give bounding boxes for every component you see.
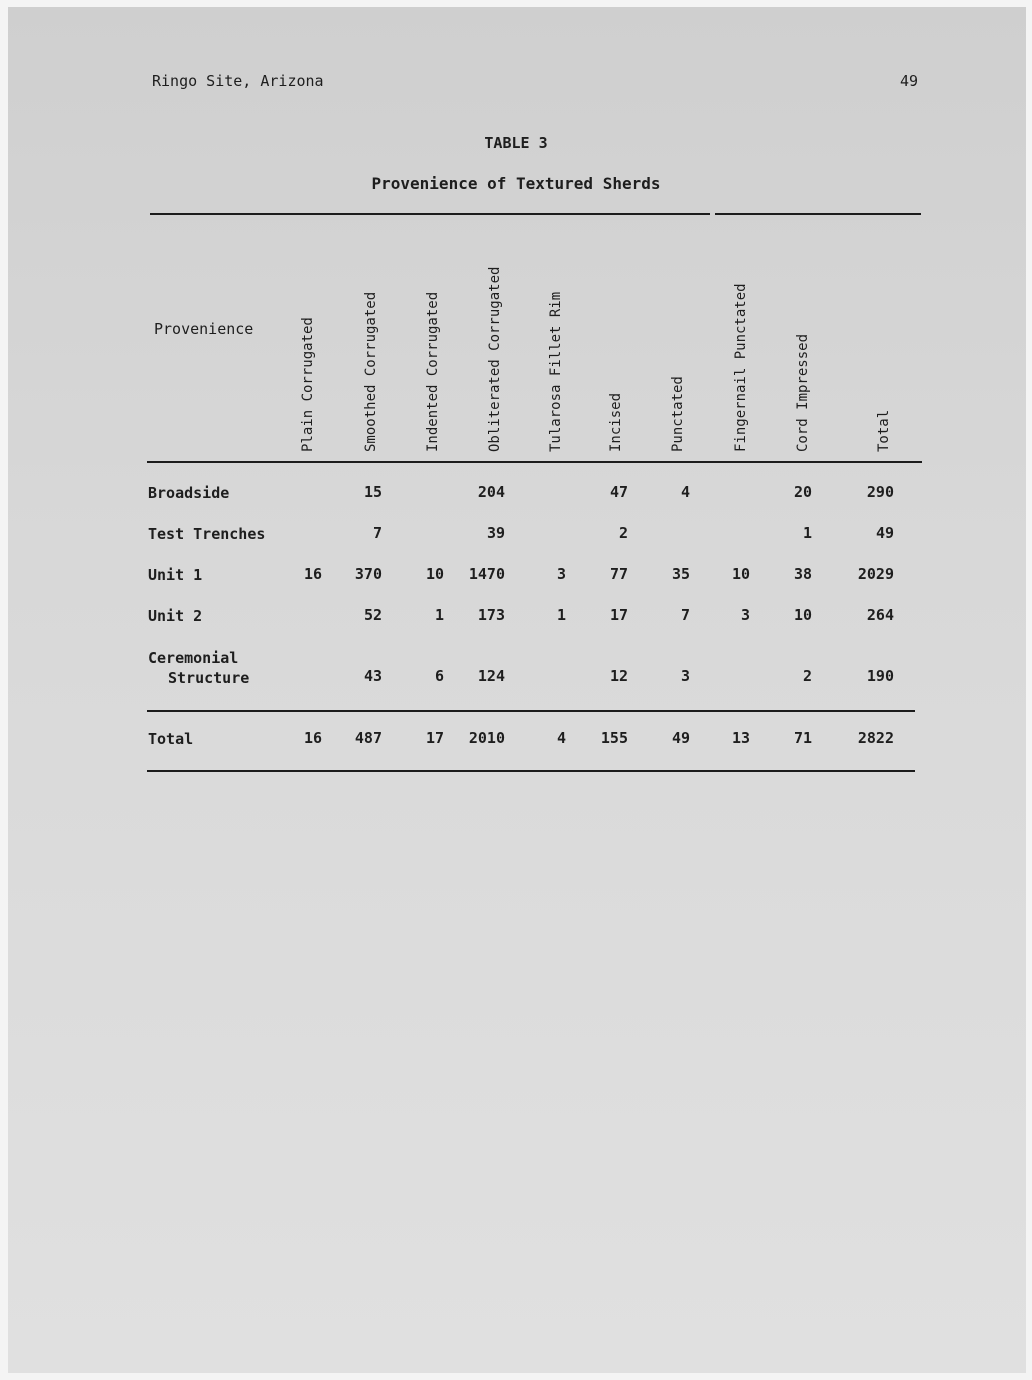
table-cell: 264 xyxy=(866,606,894,624)
table-cell: 13 xyxy=(731,729,750,747)
row-label xyxy=(148,565,202,585)
row-label-line: Test Trenches xyxy=(148,525,266,543)
running-head: Ringo Site, Arizona xyxy=(152,72,324,90)
row-label xyxy=(148,524,265,544)
table-cell: 38 xyxy=(793,565,812,583)
table-cell: 2010 xyxy=(468,729,505,747)
row-label xyxy=(148,729,193,749)
table-cell: 47 xyxy=(609,483,628,501)
row-label-line: Unit 2 xyxy=(148,607,203,625)
page-scan xyxy=(8,7,1026,1373)
row-label-line: Unit 1 xyxy=(148,566,203,584)
table-cell: 52 xyxy=(363,606,382,624)
table-cell: 3 xyxy=(680,667,690,685)
table-title: Provenience of Textured Sherds xyxy=(371,174,661,193)
table-bottom-rule xyxy=(147,770,915,772)
table-cell: 1470 xyxy=(468,565,505,583)
table-cell: 49 xyxy=(671,729,690,747)
table-cell: 290 xyxy=(866,483,894,501)
table-cell: 16 xyxy=(303,729,322,747)
column-header: Punctated xyxy=(670,376,686,452)
table-cell: 2822 xyxy=(857,729,894,747)
table-top-rule-right xyxy=(715,213,921,215)
table-cell: 39 xyxy=(486,524,505,542)
row-label-line: Total xyxy=(148,730,194,748)
header-bottom-rule xyxy=(147,461,922,463)
row-label-line: Broadside xyxy=(148,484,230,502)
row-label-line: Ceremonial xyxy=(148,649,239,667)
table-cell: 173 xyxy=(477,606,505,624)
table-cell: 7 xyxy=(680,606,690,624)
table-cell: 43 xyxy=(363,667,382,685)
row-label xyxy=(148,483,229,503)
table-top-rule xyxy=(150,213,710,215)
table-cell: 6 xyxy=(434,667,444,685)
table-cell: 16 xyxy=(303,565,322,583)
table-cell: 2 xyxy=(802,667,812,685)
table-cell: 155 xyxy=(600,729,628,747)
table-cell: 12 xyxy=(609,667,628,685)
table-cell: 4 xyxy=(556,729,566,747)
column-header: Obliterated Corrugated xyxy=(487,266,503,452)
column-header: Indented Corrugated xyxy=(425,291,441,452)
table-cell: 370 xyxy=(354,565,382,583)
table-cell: 10 xyxy=(793,606,812,624)
column-header: Tularosa Fillet Rim xyxy=(548,291,564,452)
column-header: Cord Impressed xyxy=(795,333,811,452)
table-cell: 49 xyxy=(875,524,894,542)
table-cell: 71 xyxy=(793,729,812,747)
table-cell: 1 xyxy=(556,606,566,624)
stub-header: Provenience xyxy=(154,320,254,338)
table-cell: 1 xyxy=(434,606,444,624)
row-label-line: Structure xyxy=(168,669,250,687)
table-cell: 77 xyxy=(609,565,628,583)
table-cell: 487 xyxy=(354,729,382,747)
table-cell: 190 xyxy=(866,667,894,685)
column-header: Smoothed Corrugated xyxy=(363,291,379,452)
table-cell: 124 xyxy=(477,667,505,685)
table-cell: 3 xyxy=(556,565,566,583)
table-cell: 204 xyxy=(477,483,505,501)
column-header: Fingernail Punctated xyxy=(733,283,749,452)
table-cell: 3 xyxy=(740,606,750,624)
column-header: Plain Corrugated xyxy=(300,317,316,452)
table-cell: 2029 xyxy=(857,565,894,583)
table-cell: 2 xyxy=(618,524,628,542)
total-top-rule xyxy=(147,710,915,712)
table-cell: 17 xyxy=(609,606,628,624)
column-header: Total xyxy=(876,409,892,452)
table-label: TABLE 3 xyxy=(484,134,548,152)
table-cell: 10 xyxy=(425,565,444,583)
table-cell: 7 xyxy=(372,524,382,542)
row-label xyxy=(148,648,249,688)
table-cell: 4 xyxy=(680,483,690,501)
page-number: 49 xyxy=(900,72,919,90)
column-header: Incised xyxy=(608,392,624,452)
row-label xyxy=(148,606,202,626)
table-cell: 1 xyxy=(802,524,812,542)
table-cell: 10 xyxy=(731,565,750,583)
table-cell: 15 xyxy=(363,483,382,501)
table-cell: 17 xyxy=(425,729,444,747)
table-cell: 20 xyxy=(793,483,812,501)
table-cell: 35 xyxy=(671,565,690,583)
